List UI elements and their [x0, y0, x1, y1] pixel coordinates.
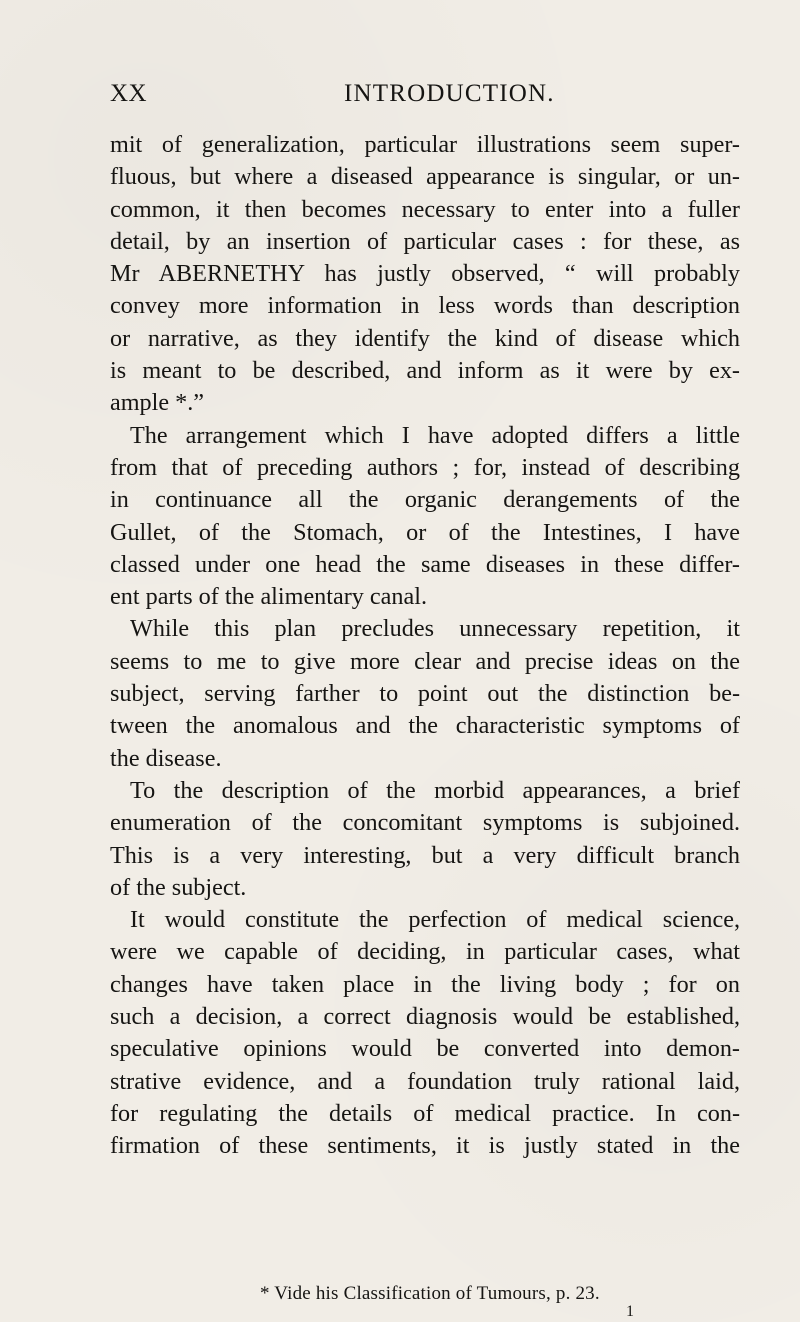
text-line: of the subject.	[110, 873, 247, 901]
page-number: XX	[110, 80, 148, 107]
text-line: firmation of these sentiments, it is justly stated in the	[110, 1132, 740, 1160]
text-line: detail, by an insertion of particular cases : for these, as	[110, 227, 740, 255]
text-line: tween the anomalous and the characteristic symptoms of	[110, 712, 740, 740]
text-line: or narrative, as they identify the kind of disease which	[110, 324, 740, 352]
text-line: To the description of the morbid appearances, a brief	[130, 776, 740, 804]
running-head	[0, 80, 800, 114]
text-line: Gullet, of the Stomach, or of the Intestines, I have	[110, 518, 740, 546]
text-line: strative evidence, and a foundation truly rational laid,	[110, 1067, 740, 1095]
text-line: subject, serving farther to point out the distinction be-	[110, 680, 740, 708]
text-line: The arrangement which I have adopted differs a little	[130, 421, 740, 449]
text-line: convey more information in less words than description	[110, 292, 740, 320]
text-line: the disease.	[110, 744, 222, 772]
text-line: mit of generalization, particular illustrations seem super-	[110, 131, 740, 158]
body-text	[110, 129, 740, 1163]
signature-mark: 1	[626, 1303, 634, 1320]
footnote: * Vide his Classification of Tumours, p. 23.	[260, 1283, 600, 1304]
text-line: classed under one head the same diseases in these differ-	[110, 550, 740, 578]
text-line: It would constitute the perfection of medical science,	[130, 906, 740, 934]
text-line: in continuance all the organic derangements of the	[110, 486, 740, 514]
text-line: ample *.”	[110, 389, 205, 417]
running-title: INTRODUCTION.	[344, 80, 555, 107]
text-line: ent parts of the alimentary canal.	[110, 583, 427, 611]
text-line: from that of preceding authors ; for, instead of describing	[110, 453, 740, 481]
text-line: is meant to be described, and inform as it were by ex-	[110, 357, 740, 385]
text-line: for regulating the details of medical practice. In con-	[110, 1099, 740, 1127]
text-line: While this plan precludes unnecessary repetition, it	[130, 615, 740, 643]
text-line: common, it then becomes necessary to enter into a fuller	[110, 195, 740, 223]
text-line: enumeration of the concomitant symptoms is subjoined.	[110, 809, 740, 837]
text-line: changes have taken place in the living body ; for on	[110, 970, 740, 998]
text-line: such a decision, a correct diagnosis would be established,	[110, 1003, 740, 1031]
text-line: were we capable of deciding, in particular cases, what	[110, 938, 740, 966]
text-line: This is a very interesting, but a very difficult branch	[110, 841, 740, 869]
text-line: fluous, but where a diseased appearance is singular, or un-	[110, 163, 740, 191]
text-line: seems to me to give more clear and precise ideas on the	[110, 647, 740, 675]
text-line: Mr ABERNETHY has justly observed, “ will probably	[110, 260, 740, 288]
text-line: speculative opinions would be converted into demon-	[110, 1035, 740, 1063]
